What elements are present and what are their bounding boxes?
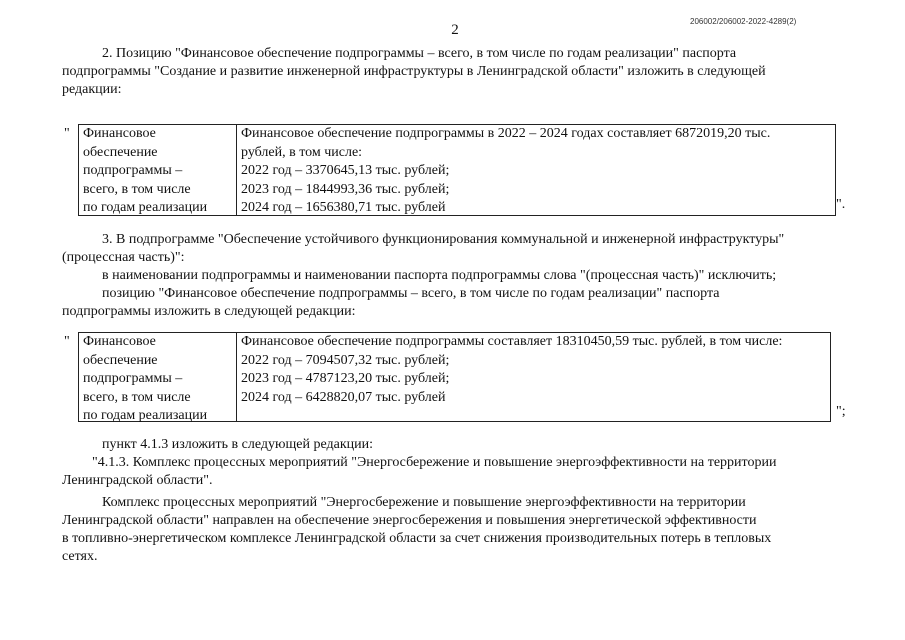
label-line: Финансовое xyxy=(83,334,156,349)
value-line: 2022 год – 7094507,32 тыс. рублей; xyxy=(241,352,450,368)
section-2-line-2: подпрограммы "Создание и развитие инженерной инфраструктуры в Ленинградской области" изложить в следующей xyxy=(62,64,766,79)
label-line: всего, в том числе xyxy=(83,389,191,405)
section-3-line-5: подпрограммы изложить в следующей редакции: xyxy=(62,304,356,319)
section-4-line-7: сетях. xyxy=(62,549,98,564)
section-3-paragraph xyxy=(62,231,849,321)
value-line: 2023 год – 4787123,20 тыс. рублей; xyxy=(241,371,450,387)
value-line: 2024 год – 6428820,07 тыс. рублей xyxy=(241,389,446,405)
label-line: Финансовое xyxy=(83,126,156,141)
section-4-line-5: Ленинградской области" направлен на обеспечение энергосбережения и повышения энергетической эффективности xyxy=(62,513,757,528)
section-4-line-3: Ленинградской области". xyxy=(62,473,213,488)
value-line: 2023 год – 1844993,36 тыс. рублей; xyxy=(241,181,450,197)
finance-table-1 xyxy=(78,124,836,216)
label-line: обеспечение xyxy=(83,144,158,160)
section-2-line-3: редакции: xyxy=(62,82,122,97)
value-line: 2024 год – 1656380,71 тыс. рублей xyxy=(241,200,446,216)
finance-table-1-label-cell xyxy=(79,125,237,215)
value-line: Финансовое обеспечение подпрограммы составляет 18310450,59 тыс. рублей, в том числе: xyxy=(241,334,783,349)
section-4-line-6: в топливно-энергетическом комплексе Ленинградской области за счет снижения производительных потерь в тепловых xyxy=(62,531,772,546)
label-line: по годам реализации xyxy=(83,200,208,216)
section-3-line-1: 3. В подпрограмме "Обеспечение устойчивого функционирования коммунальной и инженерной инфраструктуры" xyxy=(102,232,785,247)
section-4-line-1: пункт 4.1.3 изложить в следующей редакции: xyxy=(102,437,373,452)
label-line: подпрограммы – xyxy=(83,371,183,387)
finance-table-1-value-cell xyxy=(238,125,835,215)
value-line: рублей, в том числе: xyxy=(241,144,363,160)
section-3-line-4: позицию "Финансовое обеспечение подпрограммы – всего, в том числе по годам реализации" паспорта xyxy=(102,286,720,301)
page-number: 2 xyxy=(451,22,459,38)
section-4-paragraph xyxy=(62,436,849,566)
value-line: Финансовое обеспечение подпрограммы в 2022 – 2024 годах составляет 6872019,20 тыс. xyxy=(241,126,771,141)
table-1-close-quote: ". xyxy=(836,197,846,212)
table-2-open-quote: " xyxy=(64,334,70,349)
section-3-line-2: (процессная часть)": xyxy=(62,250,185,265)
value-line: 2022 год – 3370645,13 тыс. рублей; xyxy=(241,163,450,179)
section-2-line-1: 2. Позицию "Финансовое обеспечение подпрограммы – всего, в том числе по годам реализации" паспорта xyxy=(102,46,737,61)
section-4-line-4: Комплекс процессных мероприятий "Энергосбережение и повышение энергоэффективности на территории xyxy=(102,495,746,510)
section-3-line-3: в наименовании подпрограммы и наименовании паспорта подпрограммы слова "(процессная часть)" исключить; xyxy=(102,268,777,283)
table-1-open-quote: " xyxy=(64,126,70,141)
section-2-paragraph xyxy=(62,45,849,99)
label-line: обеспечение xyxy=(83,352,158,368)
document-id: 206002/206002-2022-4289(2) xyxy=(690,17,797,26)
label-line: подпрограммы – xyxy=(83,163,183,179)
finance-table-2-label-cell xyxy=(79,333,237,424)
label-line: всего, в том числе xyxy=(83,181,191,197)
label-line: по годам реализации xyxy=(83,408,208,424)
finance-table-2 xyxy=(78,332,831,422)
section-4-line-2: "4.1.3. Комплекс процессных мероприятий "Энергосбережение и повышение энергоэффективности на территории xyxy=(92,455,777,470)
finance-table-2-value-cell xyxy=(238,333,830,421)
table-2-close-quote: "; xyxy=(836,404,846,419)
